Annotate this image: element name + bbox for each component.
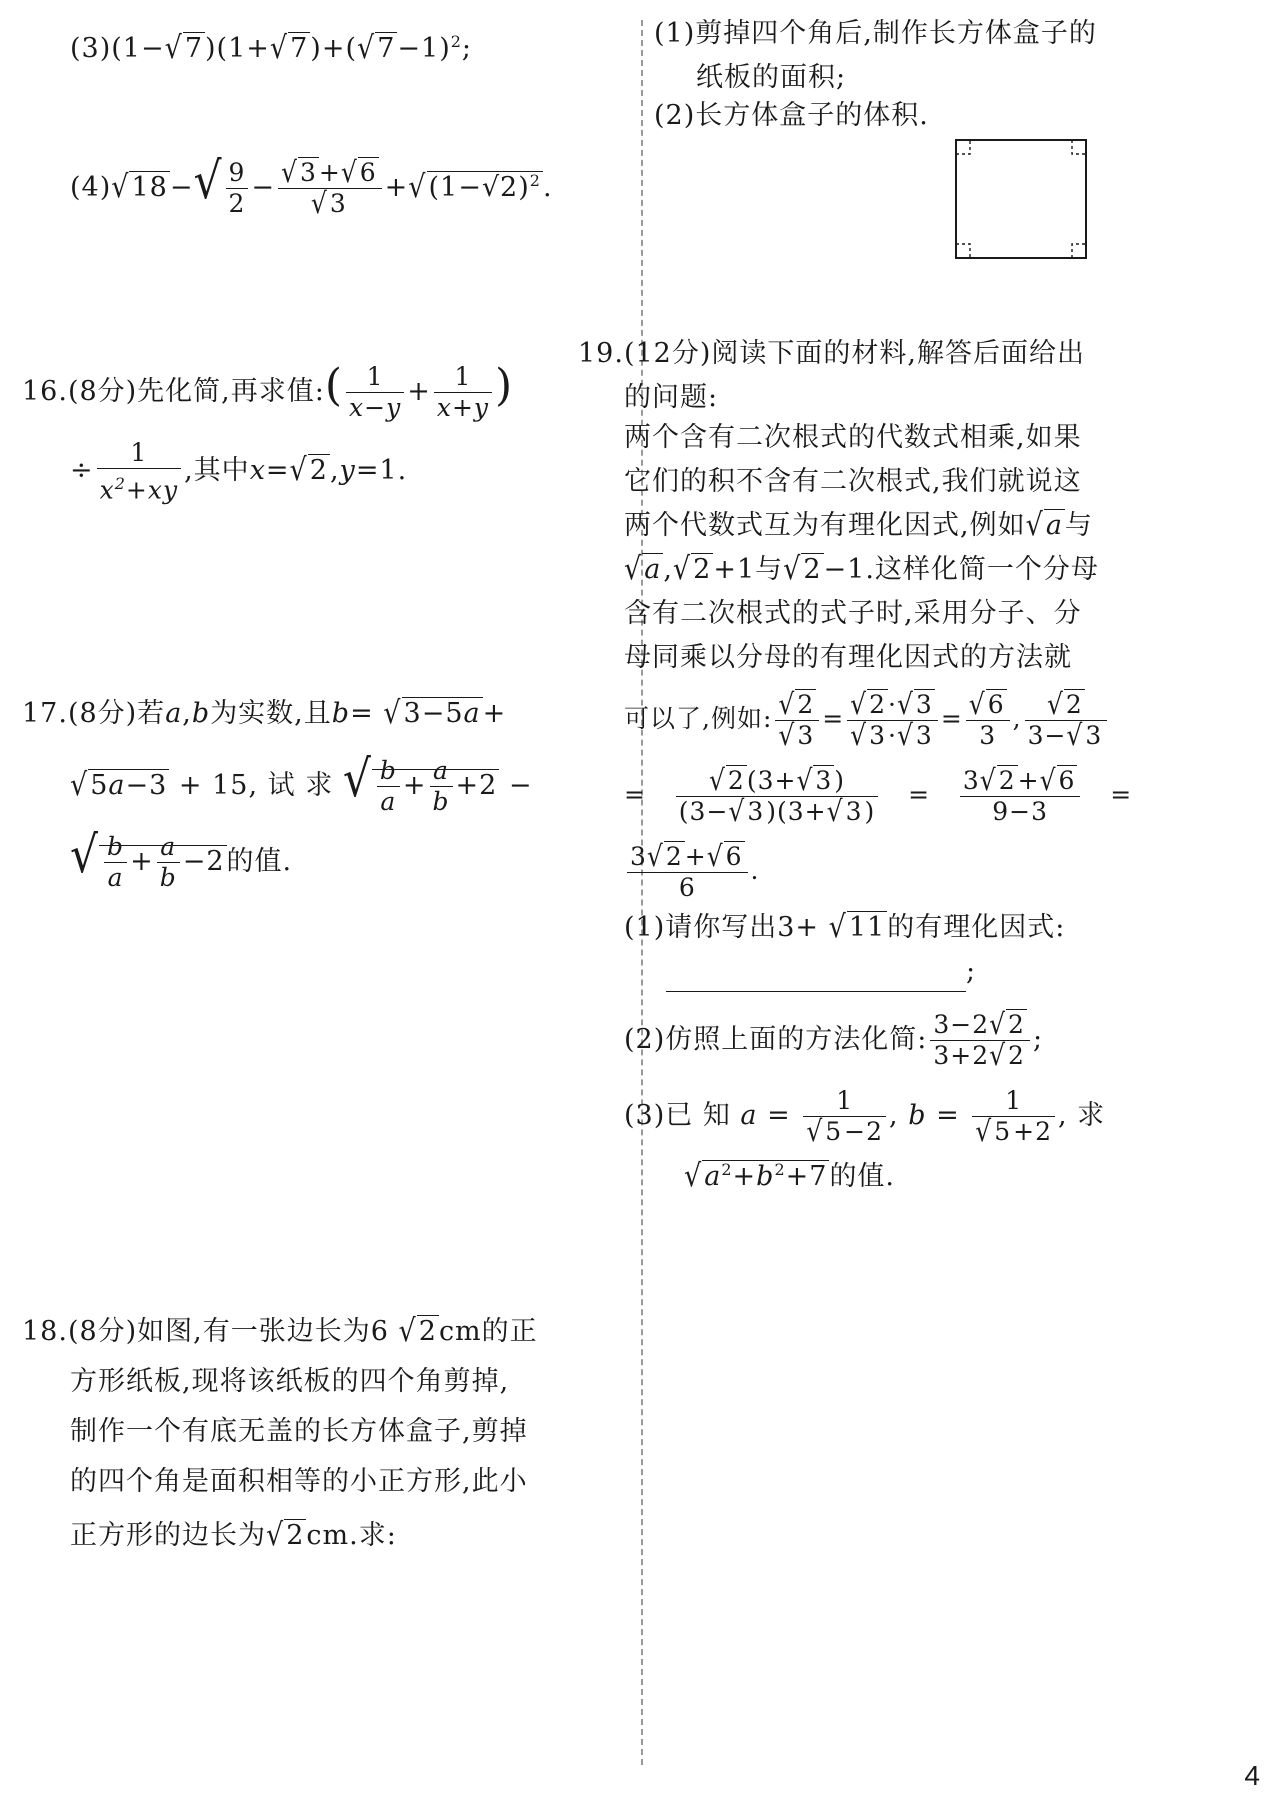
q19-sub3: (3)已 知 a = $\frac{1}{√5-2}$ , b = $\frac{1}{√5+2}$ , 求 (624, 1086, 1106, 1149)
q19-sub1: (1)请你写出3+ √11的有理化因式: (624, 909, 1066, 946)
q18-line1: 18.(8分)如图,有一张边长为6 √2cm的正 (22, 1313, 538, 1350)
q18-part2: (2)长方体盒子的体积. (654, 100, 929, 131)
q16-line2: ÷ $\frac{1}{x^2+xy}$ ,其中x=√2,y=1. (70, 438, 408, 505)
q18-line2: 方形纸板,现将该纸板的四个角剪掉, (70, 1366, 510, 1397)
q16-line1: 16.(8分)先化简,再求值:( $\frac{1}{x-y}$ + $\frac{1}{x+y}$ ) (22, 360, 514, 422)
q19-line2: 的问题: (624, 382, 719, 413)
q18-part1-line1: (1)剪掉四个角后,制作长方体盒子的 (654, 18, 1097, 49)
q17-line2: √5a−3 + 15, 试 求 √ $\frac{b}{a}$ + $\frac{a}{b}$ +2 − (70, 750, 533, 816)
q19-sub3-line2: $√a^2+b^2+7$的值. (684, 1158, 896, 1195)
q19-line1: 19.(12分)阅读下面的材料,解答后面给出 (578, 338, 1085, 369)
q18-line3: 制作一个有底无盖的长方体盒子,剪掉 (70, 1416, 528, 1447)
answer-blank[interactable] (666, 963, 966, 992)
q15-part4: (4)√18−√ $\frac{9}{2}$ − $\frac{√3+√6}{√3}$ $+√(1-√2)^2$. (70, 152, 553, 221)
square-cardboard-figure (954, 138, 1090, 262)
q18-line5: 正方形的边长为√2cm.求: (70, 1517, 397, 1554)
q17-line1: 17.(8分)若a,b为实数,且b= √3−5a+ (22, 695, 507, 732)
q19-line3: 两个含有二次根式的代数式相乘,如果 (624, 422, 1082, 453)
q19-line10: = $\frac{√2(3+√3)}{(3-√3)(3+√3)}$ = $\frac{3√2+√6}{9-3}$ = (624, 763, 1133, 829)
q19-line5: 两个代数式互为有理化因式,例如√a与 (624, 507, 1093, 544)
q19-line7: 含有二次根式的式子时,采用分子、分 (624, 598, 1082, 629)
q19-sub2: (2)仿照上面的方法化简: $\frac{3-2√2}{3+2√2}$ ; (624, 1007, 1044, 1073)
q17-line3: √ $\frac{b}{a}$ + $\frac{a}{b}$ −2的值. (70, 826, 293, 892)
q19-line11: $\frac{3√2+√6}{6}$ . (624, 842, 760, 903)
q19-sub1-answer-line: ; (666, 952, 976, 992)
page-number: 4 (1244, 1760, 1260, 1791)
q19-line9: 可以了,例如: $\frac{√2}{√3}$ = $\frac{√2\cdot√3}{√3\cdot√3}$ = $\frac{√6}{3}$ , $\frac{√2}{3-√3}$ (624, 690, 1110, 751)
q15-part3: $(3)(1-√7)(1+√7)+(√7-1)^2$; (70, 30, 473, 67)
q18-part1-line2: 纸板的面积; (696, 62, 847, 93)
q18-line4: 的四个角是面积相等的小正方形,此小 (70, 1466, 528, 1497)
q19-line6: √a,√2+1与√2−1.这样化简一个分母 (624, 551, 1099, 588)
q19-line8: 母同乘以分母的有理化因式的方法就 (624, 642, 1072, 673)
q19-line4: 它们的积不含有二次根式,我们就说这 (624, 466, 1082, 497)
